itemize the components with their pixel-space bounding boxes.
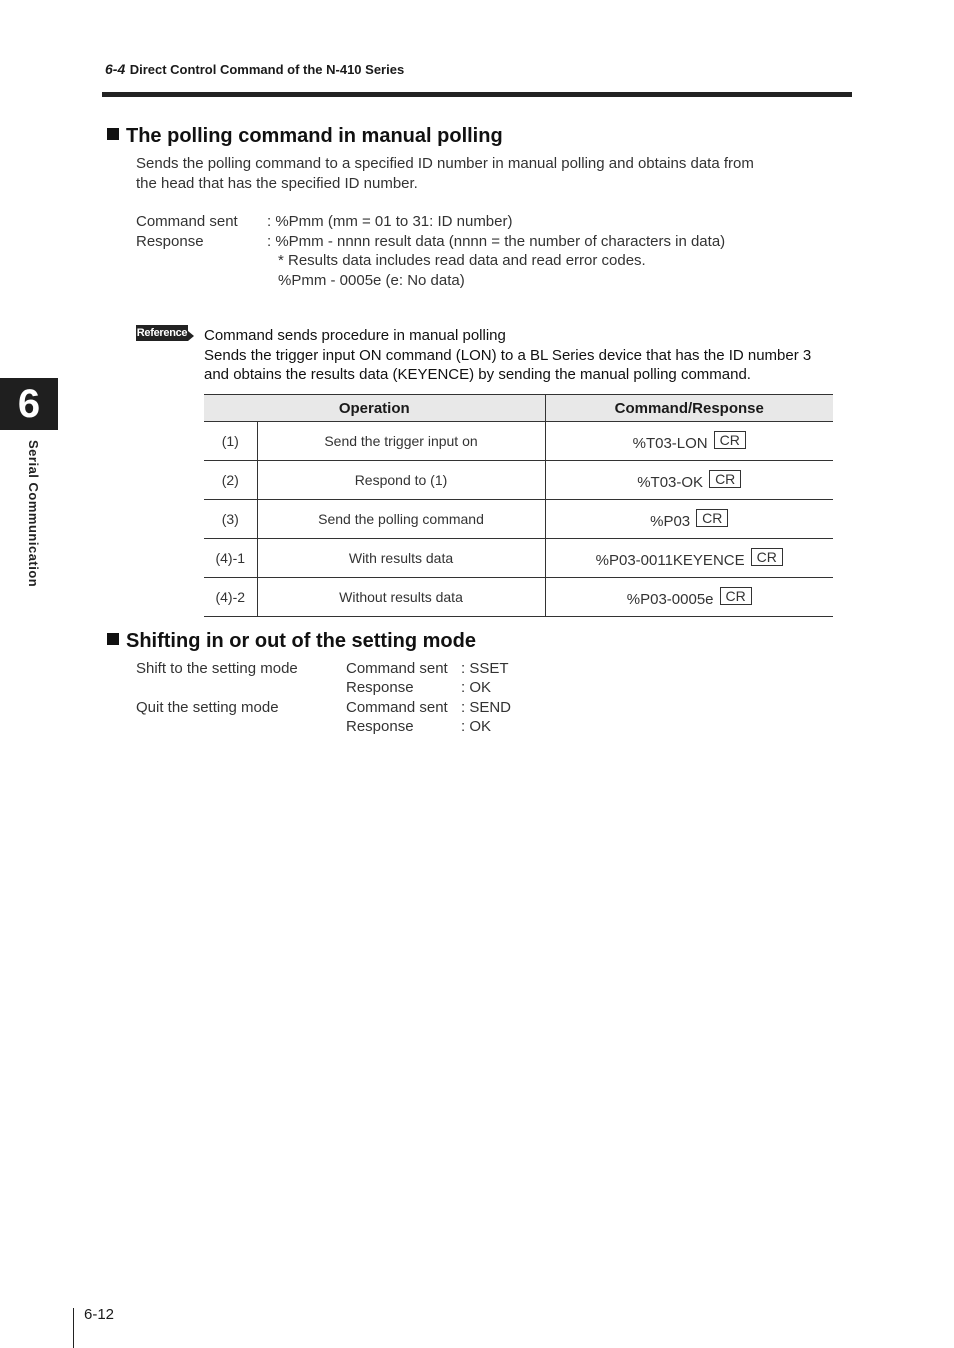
command-sent-value: : %Pmm (mm = 01 to 31: ID number) bbox=[267, 213, 513, 230]
polling-intro: Sends the polling command to a specified ID number in manual polling and obtains data from the head that has the specified ID number. bbox=[136, 155, 754, 192]
quit-resp-value: : OK bbox=[461, 718, 492, 735]
step-cell: (1) bbox=[204, 422, 257, 461]
header-operation: Operation bbox=[204, 395, 545, 422]
step-cell: (4)-2 bbox=[204, 578, 257, 617]
section-title: Direct Control Command of the N-410 Series bbox=[129, 62, 405, 77]
reference-text: Command sends procedure in manual polling Sends the trigger input ON command (LON) to a BL Series device that has the ID number 3 and obtains the results data (KEYENCE) by sending the manual polling command. bbox=[204, 326, 854, 385]
table-row bbox=[204, 461, 833, 500]
square-bullet-icon bbox=[107, 128, 119, 140]
operation-cell: Send the trigger input on bbox=[257, 422, 545, 461]
step-cell: (2) bbox=[204, 461, 257, 500]
command-cell: %T03-LON CR bbox=[545, 422, 833, 461]
reference-icon: Reference bbox=[136, 327, 188, 339]
shift-cmd-value: : SSET bbox=[461, 660, 509, 677]
section-heading-setting-mode: Shifting in or out of the setting mode bbox=[107, 630, 476, 653]
header-rule bbox=[102, 92, 852, 97]
command-sent-label: Command sent bbox=[136, 213, 238, 230]
quit-cmd-value: : SEND bbox=[461, 699, 512, 716]
cr-key: CR bbox=[709, 470, 741, 488]
step-cell: (4)-1 bbox=[204, 539, 257, 578]
header-command: Command/Response bbox=[545, 395, 833, 422]
command-cell: %T03-OK CR bbox=[545, 461, 833, 500]
response-note-2: %Pmm - 0005e (e: No data) bbox=[278, 272, 465, 289]
page-number: 6-12 bbox=[84, 1306, 115, 1323]
table-row bbox=[204, 578, 833, 617]
cr-key: CR bbox=[720, 587, 752, 605]
operation-cell: Without results data bbox=[257, 578, 545, 617]
chapter-tab: 6 bbox=[0, 378, 58, 430]
quit-resp-label: Response bbox=[346, 718, 414, 735]
cr-key: CR bbox=[714, 431, 746, 449]
side-label: Serial Communication bbox=[26, 440, 41, 588]
response-value: : %Pmm - nnnn result data (nnnn = the number of characters in data) bbox=[267, 233, 726, 250]
section-heading-polling: The polling command in manual polling bbox=[107, 125, 503, 148]
table-row bbox=[204, 500, 833, 539]
operation-cell: With results data bbox=[257, 539, 545, 578]
cr-key: CR bbox=[751, 548, 783, 566]
response-label: Response bbox=[136, 233, 204, 250]
running-header bbox=[105, 61, 404, 79]
square-bullet-icon bbox=[107, 633, 119, 645]
footer-rule bbox=[73, 1308, 74, 1348]
shift-resp-label: Response bbox=[346, 679, 414, 696]
shift-resp-value: : OK bbox=[461, 679, 492, 696]
shift-label: Shift to the setting mode bbox=[136, 660, 298, 677]
reference-badge bbox=[136, 325, 194, 343]
section-number: 6-4 bbox=[105, 61, 126, 77]
quit-label: Quit the setting mode bbox=[136, 699, 279, 716]
table-header-row bbox=[204, 395, 833, 422]
command-cell: %P03 CR bbox=[545, 500, 833, 539]
command-cell: %P03-0005e CR bbox=[545, 578, 833, 617]
response-note-1: * Results data includes read data and read error codes. bbox=[278, 252, 646, 269]
shift-cmd-label: Command sent bbox=[346, 660, 448, 677]
command-cell: %P03-0011KEYENCE CR bbox=[545, 539, 833, 578]
table-row bbox=[204, 422, 833, 461]
step-cell: (3) bbox=[204, 500, 257, 539]
quit-cmd-label: Command sent bbox=[346, 699, 448, 716]
procedure-table bbox=[204, 394, 833, 617]
operation-cell: Send the polling command bbox=[257, 500, 545, 539]
reference-title: Command sends procedure in manual polling bbox=[204, 327, 506, 344]
operation-cell: Respond to (1) bbox=[257, 461, 545, 500]
table-row bbox=[204, 539, 833, 578]
cr-key: CR bbox=[696, 509, 728, 527]
